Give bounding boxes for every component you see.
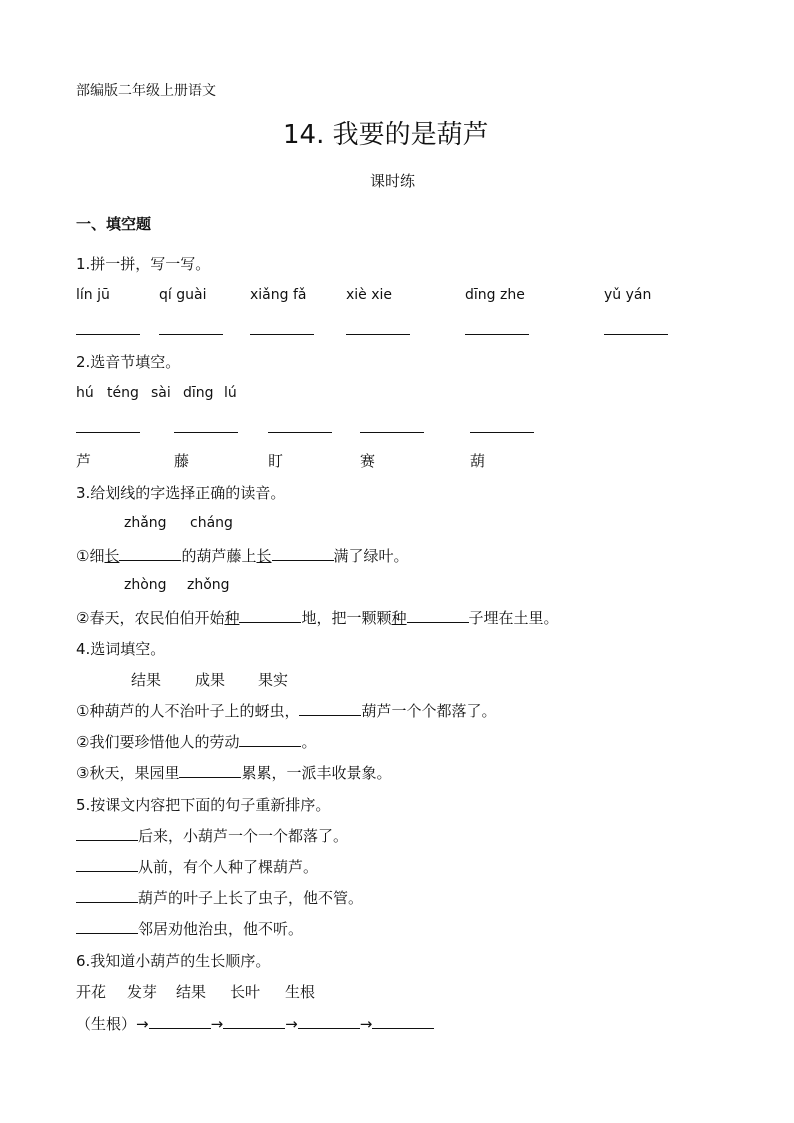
answer-blank[interactable]: [119, 546, 181, 561]
arrow-icon: →: [359, 1015, 373, 1033]
underlined-char: 种: [391, 609, 407, 627]
syllable-1: hú: [76, 385, 94, 401]
stage-option: 结果: [176, 983, 207, 1001]
answer-blank[interactable]: [149, 1014, 211, 1029]
pinyin-option: zhòng: [124, 577, 167, 593]
arrow-icon: →: [210, 1015, 224, 1033]
page-title: 14. 我要的是葫芦: [283, 120, 489, 150]
answer-blank[interactable]: [76, 334, 140, 335]
char-3: 盯: [268, 452, 284, 470]
underlined-char: 长: [256, 547, 272, 565]
stage-option: 生根: [285, 983, 316, 1001]
text: 累累，一派丰收景象。: [241, 764, 392, 782]
question-3-prompt: 3.给划线的字选择正确的读音。: [76, 484, 286, 502]
sentence-4-1: [76, 700, 496, 721]
text: ②春天，农民伯伯开始: [76, 609, 225, 627]
text: 后来，小葫芦一个一个都落了。: [138, 827, 349, 845]
answer-blank[interactable]: [76, 919, 138, 934]
char-2: 藤: [174, 452, 190, 470]
sentence-3-2: [76, 607, 559, 628]
sentence-4-2: [76, 731, 316, 752]
order-item: [76, 856, 318, 877]
answer-blank[interactable]: [174, 432, 238, 433]
text: 邻居劝他治虫，他不听。: [138, 920, 304, 938]
page-subtitle: 课时练: [370, 172, 416, 190]
pinyin-4: xiè xie: [346, 287, 393, 303]
pinyin-option: cháng: [190, 515, 233, 531]
sentence-3-1: [76, 545, 409, 566]
stage-option: 长叶: [230, 983, 261, 1001]
stage-option: 发芽: [127, 983, 158, 1001]
answer-blank[interactable]: [272, 546, 334, 561]
answer-blank[interactable]: [76, 857, 138, 872]
word-option: 果实: [258, 671, 289, 689]
pinyin-5: dīng zhe: [465, 287, 525, 303]
pinyin-2: qí guài: [159, 287, 207, 303]
text: ①细: [76, 547, 105, 565]
text: 的葫芦藤上: [181, 547, 257, 565]
char-5: 葫: [470, 452, 486, 470]
char-1: 芦: [76, 452, 92, 470]
start-stage: （生根）: [76, 1015, 137, 1033]
pinyin-option: zhǎng: [124, 515, 167, 531]
answer-blank[interactable]: [250, 334, 314, 335]
underlined-char: 种: [224, 609, 240, 627]
answer-blank[interactable]: [298, 1014, 360, 1029]
question-2-prompt: 2.选音节填空。: [76, 353, 181, 371]
answer-blank[interactable]: [372, 1014, 434, 1029]
question-6-prompt: 6.我知道小葫芦的生长顺序。: [76, 952, 271, 970]
syllable-5: lú: [224, 385, 237, 401]
sequence-row: [76, 1013, 434, 1034]
text: ②我们要珍惜他人的劳动: [76, 733, 240, 751]
question-1-prompt: 1.拼一拼，写一写。: [76, 255, 211, 273]
text: 葫芦一个个都落了。: [361, 702, 497, 720]
text: 地，把一颗颗: [301, 609, 392, 627]
arrow-icon: →: [136, 1015, 149, 1033]
pinyin-1: lín jū: [76, 287, 110, 303]
answer-blank[interactable]: [604, 334, 668, 335]
text: 葫芦的叶子上长了虫子，他不管。: [138, 889, 364, 907]
series-label: 部编版二年级上册语文: [76, 83, 216, 99]
answer-blank[interactable]: [360, 432, 424, 433]
answer-blank[interactable]: [76, 826, 138, 841]
answer-blank[interactable]: [268, 432, 332, 433]
word-option: 结果: [131, 671, 162, 689]
text: ①种葫芦的人不治叶子上的蚜虫，: [76, 702, 300, 720]
underlined-char: 长: [104, 547, 120, 565]
syllable-2: téng: [107, 385, 139, 401]
pinyin-option: zhǒng: [187, 577, 230, 593]
order-item: [76, 825, 348, 846]
answer-blank[interactable]: [470, 432, 534, 433]
pinyin-6: yǔ yán: [604, 287, 652, 303]
answer-blank[interactable]: [76, 888, 138, 903]
question-5-prompt: 5.按课文内容把下面的句子重新排序。: [76, 796, 331, 814]
answer-blank[interactable]: [159, 334, 223, 335]
word-option: 成果: [195, 671, 226, 689]
syllable-4: dīng: [183, 385, 214, 401]
question-4-prompt: 4.选词填空。: [76, 640, 166, 658]
order-item: [76, 918, 303, 939]
arrow-icon: →: [285, 1015, 298, 1033]
stage-option: 开花: [76, 983, 107, 1001]
answer-blank[interactable]: [465, 334, 529, 335]
answer-blank[interactable]: [299, 701, 361, 716]
answer-blank[interactable]: [76, 432, 140, 433]
text: 子埋在土里。: [468, 609, 559, 627]
answer-blank[interactable]: [239, 732, 301, 747]
answer-blank[interactable]: [407, 608, 469, 623]
answer-blank[interactable]: [346, 334, 410, 335]
order-item: [76, 887, 363, 908]
text: ③秋天，果园里: [76, 764, 180, 782]
answer-blank[interactable]: [239, 608, 301, 623]
sentence-4-3: [76, 762, 391, 783]
text: 从前，有个人种了棵葫芦。: [138, 858, 319, 876]
char-4: 赛: [360, 452, 376, 470]
text: 。: [301, 733, 317, 751]
pinyin-3: xiǎng fǎ: [250, 287, 307, 303]
answer-blank[interactable]: [223, 1014, 285, 1029]
answer-blank[interactable]: [179, 763, 241, 778]
text: 满了绿叶。: [333, 547, 409, 565]
section-heading: 一、填空题: [76, 215, 152, 233]
syllable-3: sài: [151, 385, 171, 401]
